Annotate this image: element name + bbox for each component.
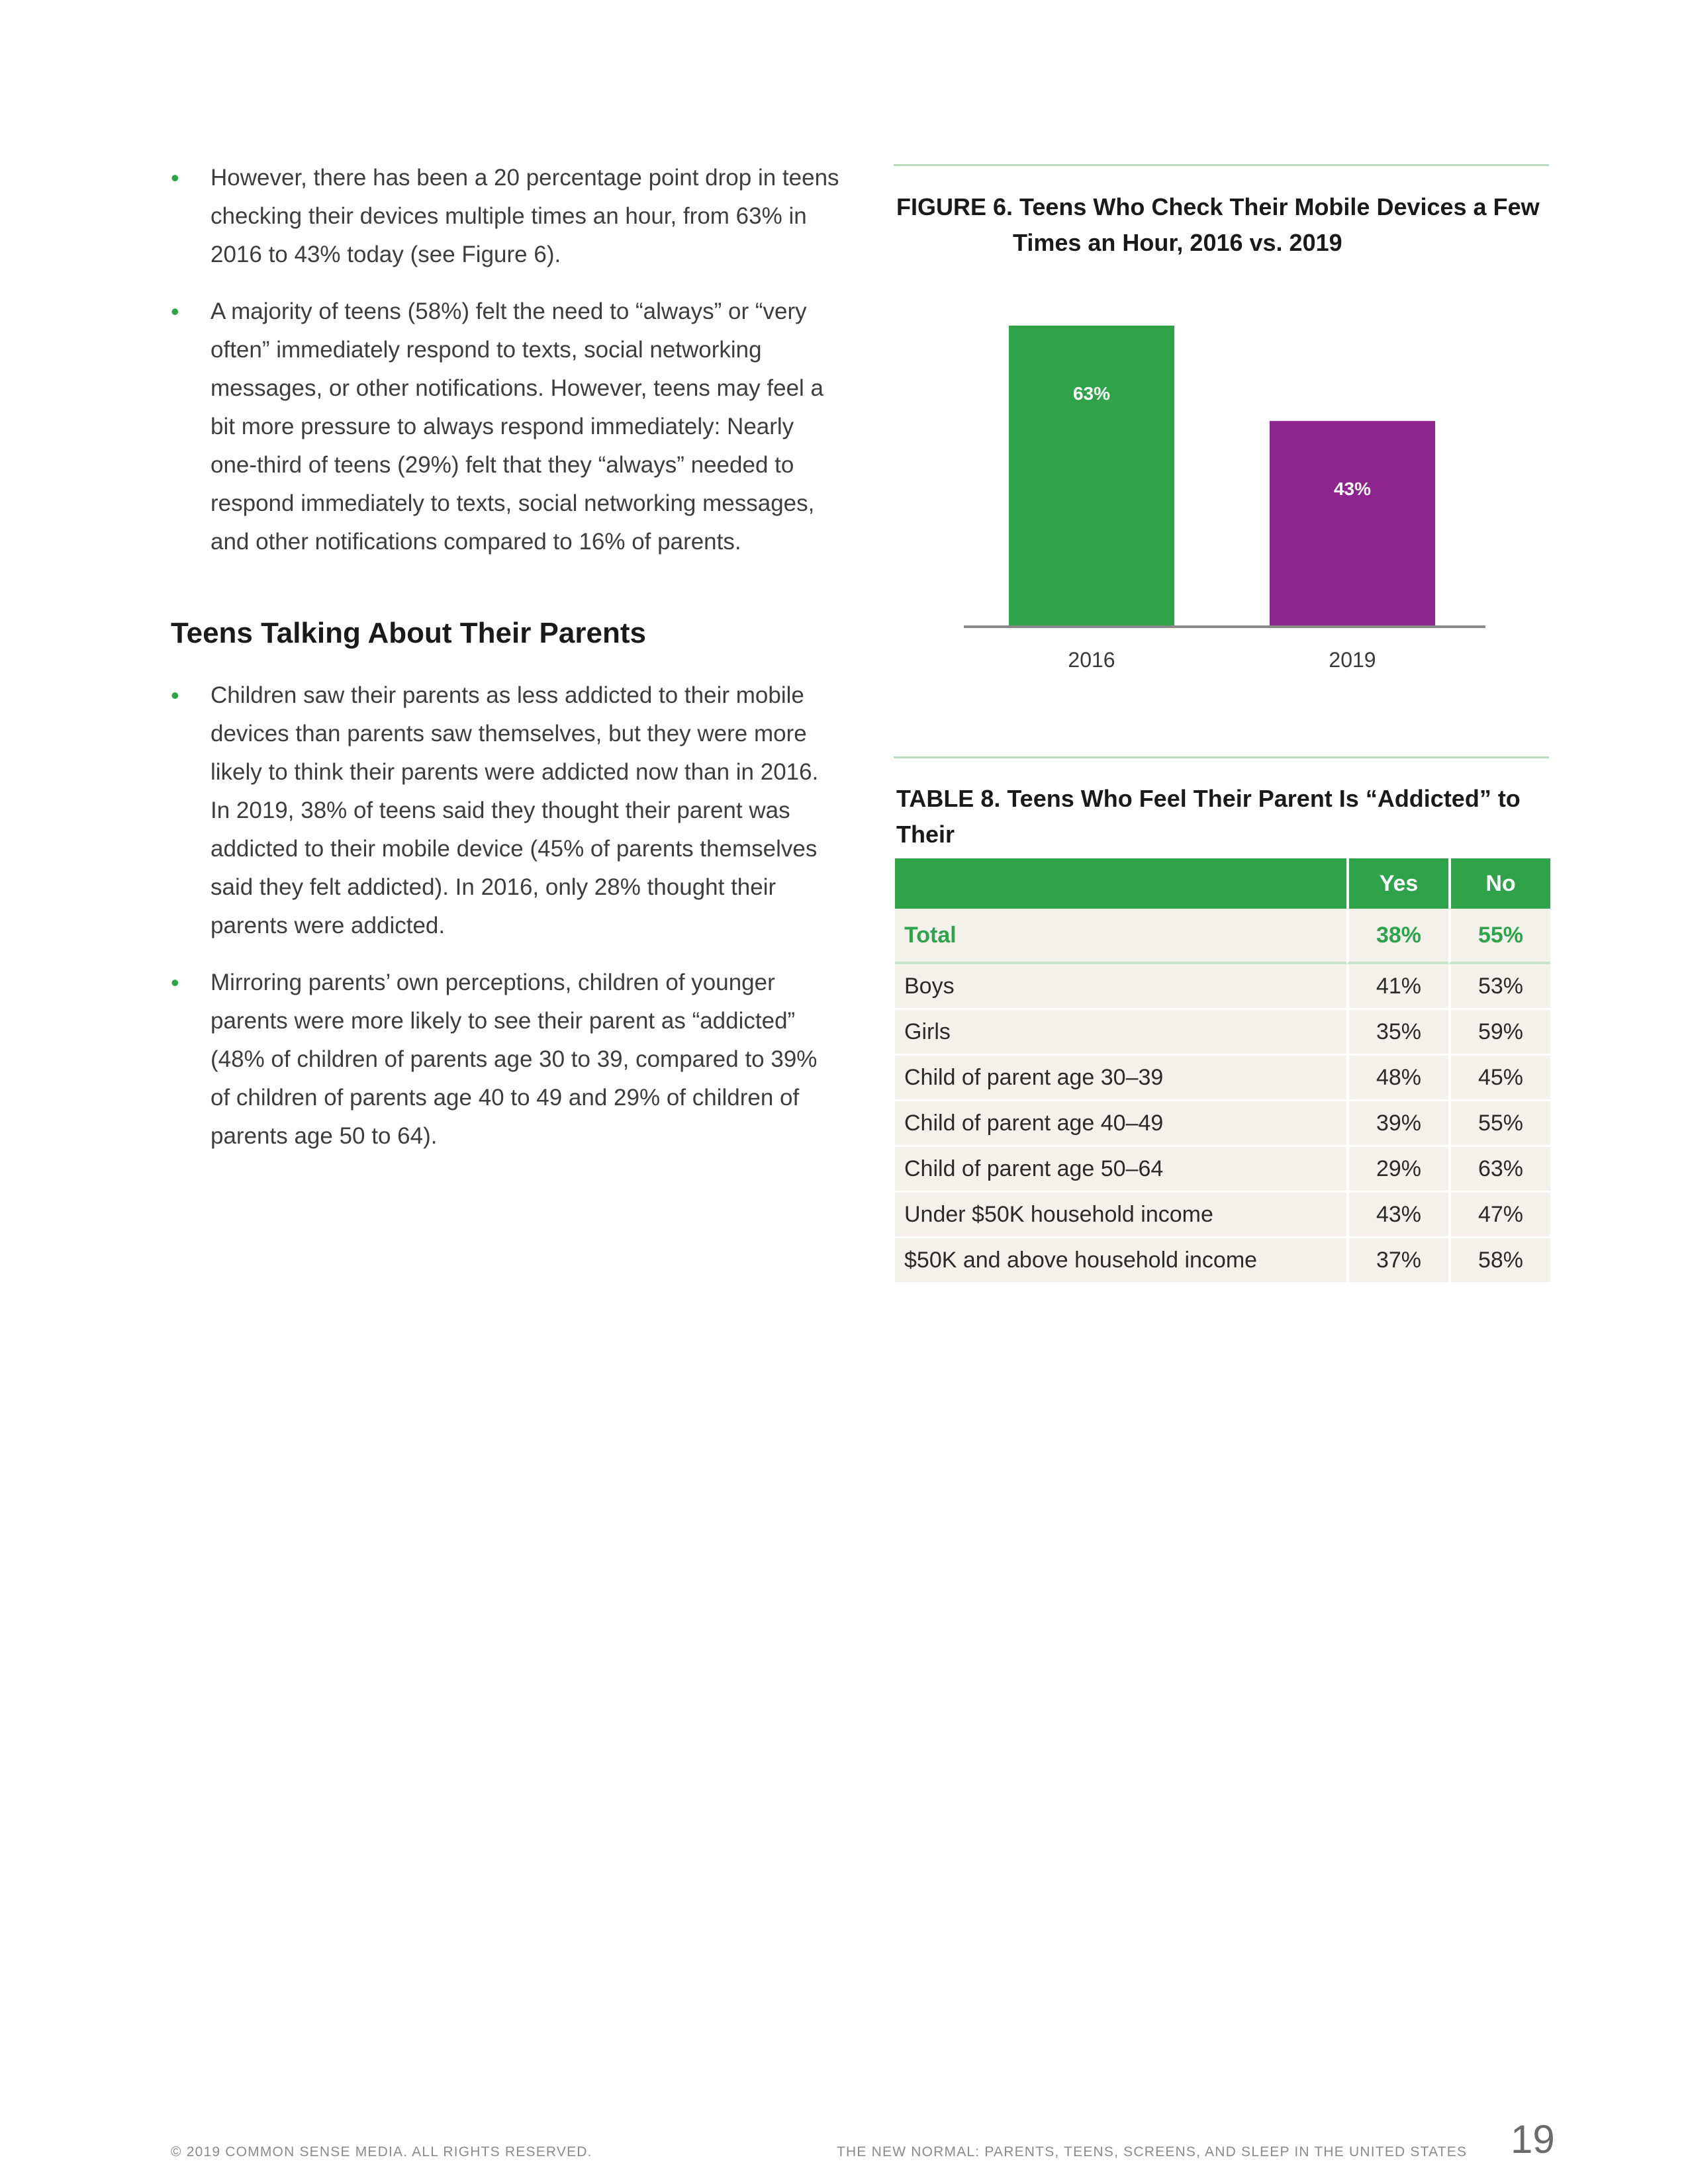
table-row [895,964,1550,1010]
cell-no: 53% [1448,964,1550,1010]
row-label: Child of parent age 30–39 [895,1056,1346,1101]
cell-yes: 29% [1346,1147,1448,1193]
data-table [895,858,1550,1284]
row-label: Under $50K household income [895,1193,1346,1238]
section-heading: Teens Talking About Their Parents [171,617,646,649]
bullet-item: • A majority of teens (58%) felt the need to “always” or “very often” immediately respond to texts, social networking messages, or other notifications. However, teens may feel a bit more pressure to always respond immediately: Nearly one-third of teens (29%) felt that they “always” needed to respond immediately to texts, social networking messages, and other notifications compared to 16% of parents. [171,293,839,561]
bullet-item: • However, there has been a 20 percentage point drop in teens checking their devices multiple times an hour, from 63% in 2016 to 43% today (see Figure 6). [171,159,839,274]
row-label: Child of parent age 40–49 [895,1101,1346,1147]
cell-yes: 39% [1346,1101,1448,1147]
x-tick-label-2019: 2019 [1329,648,1376,672]
table-row [895,1238,1550,1284]
table-row [895,1147,1550,1193]
header-no: No [1448,858,1550,909]
cell-yes: 48% [1346,1056,1448,1101]
cell-no: 55% [1448,1101,1550,1147]
table-divider [894,756,1549,758]
table-row [895,1010,1550,1056]
body-text-top [171,159,839,580]
cell-yes: 35% [1346,1010,1448,1056]
figure-divider [894,164,1549,166]
page-number: 19 [1511,2117,1555,2161]
table-row [895,1193,1550,1238]
figure-title-line2: Times an Hour, 2016 vs. 2019 [1013,229,1342,256]
footer-copyright: © 2019 COMMON SENSE MEDIA. ALL RIGHTS RESERVED. [171,2144,592,2160]
cell-no: 63% [1448,1147,1550,1193]
cell-yes: 38% [1346,909,1448,964]
bar-2016 [1009,326,1174,626]
bullet-item: • Children saw their parents as less addicted to their mobile devices than parents saw themselves, but they were more likely to think their parents were addicted now than in 2016. In 2019, 38% of teens said they thought their parent was addicted to their mobile device (45% of parents themselves said they felt addicted). In 2016, only 28% thought their parents were addicted. [171,676,839,945]
data-label-2016: 63% [1072,383,1111,404]
bullet-list-top [171,159,839,561]
cell-yes: 43% [1346,1193,1448,1238]
figure-title [896,189,1552,261]
cell-yes: 41% [1346,964,1448,1010]
bar-2019 [1270,421,1435,626]
body-text-bottom [171,676,839,1174]
table-row [895,1056,1550,1101]
bullet-list-bottom [171,676,839,1156]
cell-no: 45% [1448,1056,1550,1101]
bullet-item: • Mirroring parents’ own perceptions, children of younger parents were more likely to see their parent as “addicted” (48% of children of parents age 30 to 39, compared to 39% of children of parents age 40 to 49 and 29% of children of parents age 50 to 64). [171,964,839,1156]
figure-title-line1: Teens Who Check Their Mobile Devices a Few [1019,193,1540,220]
row-label: Girls [895,1010,1346,1056]
row-label: Boys [895,964,1346,1010]
x-tick-label-2016: 2016 [1068,648,1115,672]
footer-report-title: THE NEW NORMAL: PARENTS, TEENS, SCREENS, AND SLEEP IN THE UNITED STATES [837,2144,1468,2160]
table-row-total [895,909,1550,964]
header-yes: Yes [1346,858,1448,909]
table-row [895,1101,1550,1147]
table-header-row [895,858,1550,909]
header-blank [895,858,1346,909]
table-title-line1: Teens Who Feel Their Parent Is “Addicted” to Their [896,785,1521,848]
cell-no: 58% [1448,1238,1550,1284]
cell-no: 47% [1448,1193,1550,1238]
row-label: $50K and above household income [895,1238,1346,1284]
row-label: Total [895,909,1346,964]
cell-no: 55% [1448,909,1550,964]
cell-no: 59% [1448,1010,1550,1056]
demographic-table [895,858,1550,1284]
table-label: TABLE 8. [896,785,1001,812]
cell-yes: 37% [1346,1238,1448,1284]
row-label: Child of parent age 50–64 [895,1147,1346,1193]
figure-label: FIGURE 6. [896,193,1013,220]
bar-chart [953,291,1496,688]
data-label-2019: 43% [1333,478,1372,500]
